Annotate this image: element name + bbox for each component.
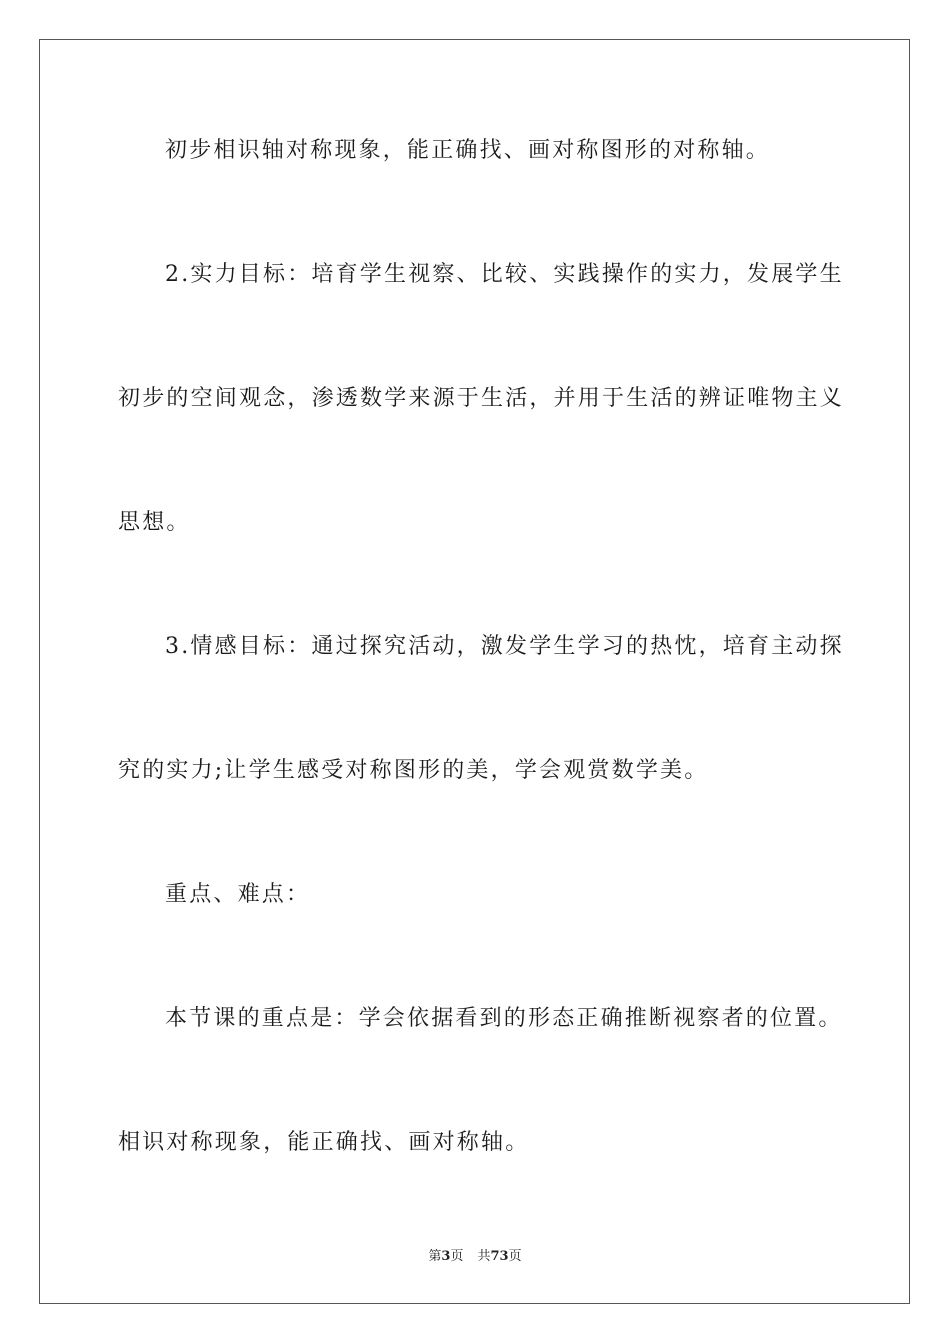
paragraph-line-1: 初步相识轴对称现象，能正确找、画对称图形的对称轴。	[165, 138, 771, 163]
footer-total-pages: 73	[490, 1249, 509, 1264]
footer-page-number: 3	[441, 1249, 451, 1264]
paragraph-line-2: 2.实力目标：培育学生视察、比较、实践操作的实力，发展学生	[165, 262, 844, 287]
paragraph-line-5: 3.情感目标：通过探究活动，激发学生学习的热忱，培育主动探	[165, 634, 844, 659]
footer-total-prefix: 共	[477, 1249, 491, 1264]
paragraph-line-4: 思想。	[118, 510, 191, 535]
page-footer	[0, 1248, 950, 1266]
section-heading-key-points: 重点、难点：	[165, 882, 311, 907]
paragraph-line-8: 本节课的重点是：学会依据看到的形态正确推断视察者的位置。	[165, 1006, 843, 1031]
page-border	[39, 39, 910, 1304]
footer-page-suffix: 页	[450, 1249, 464, 1264]
footer-total-suffix: 页	[508, 1249, 522, 1264]
paragraph-line-9: 相识对称现象，能正确找、画对称轴。	[118, 1130, 530, 1155]
paragraph-line-6: 究的实力;让学生感受对称图形的美，学会观赏数学美。	[118, 758, 709, 783]
paragraph-line-3: 初步的空间观念，渗透数学来源于生活，并用于生活的辨证唯物主义	[118, 386, 845, 411]
footer-page-prefix: 第	[428, 1249, 442, 1264]
